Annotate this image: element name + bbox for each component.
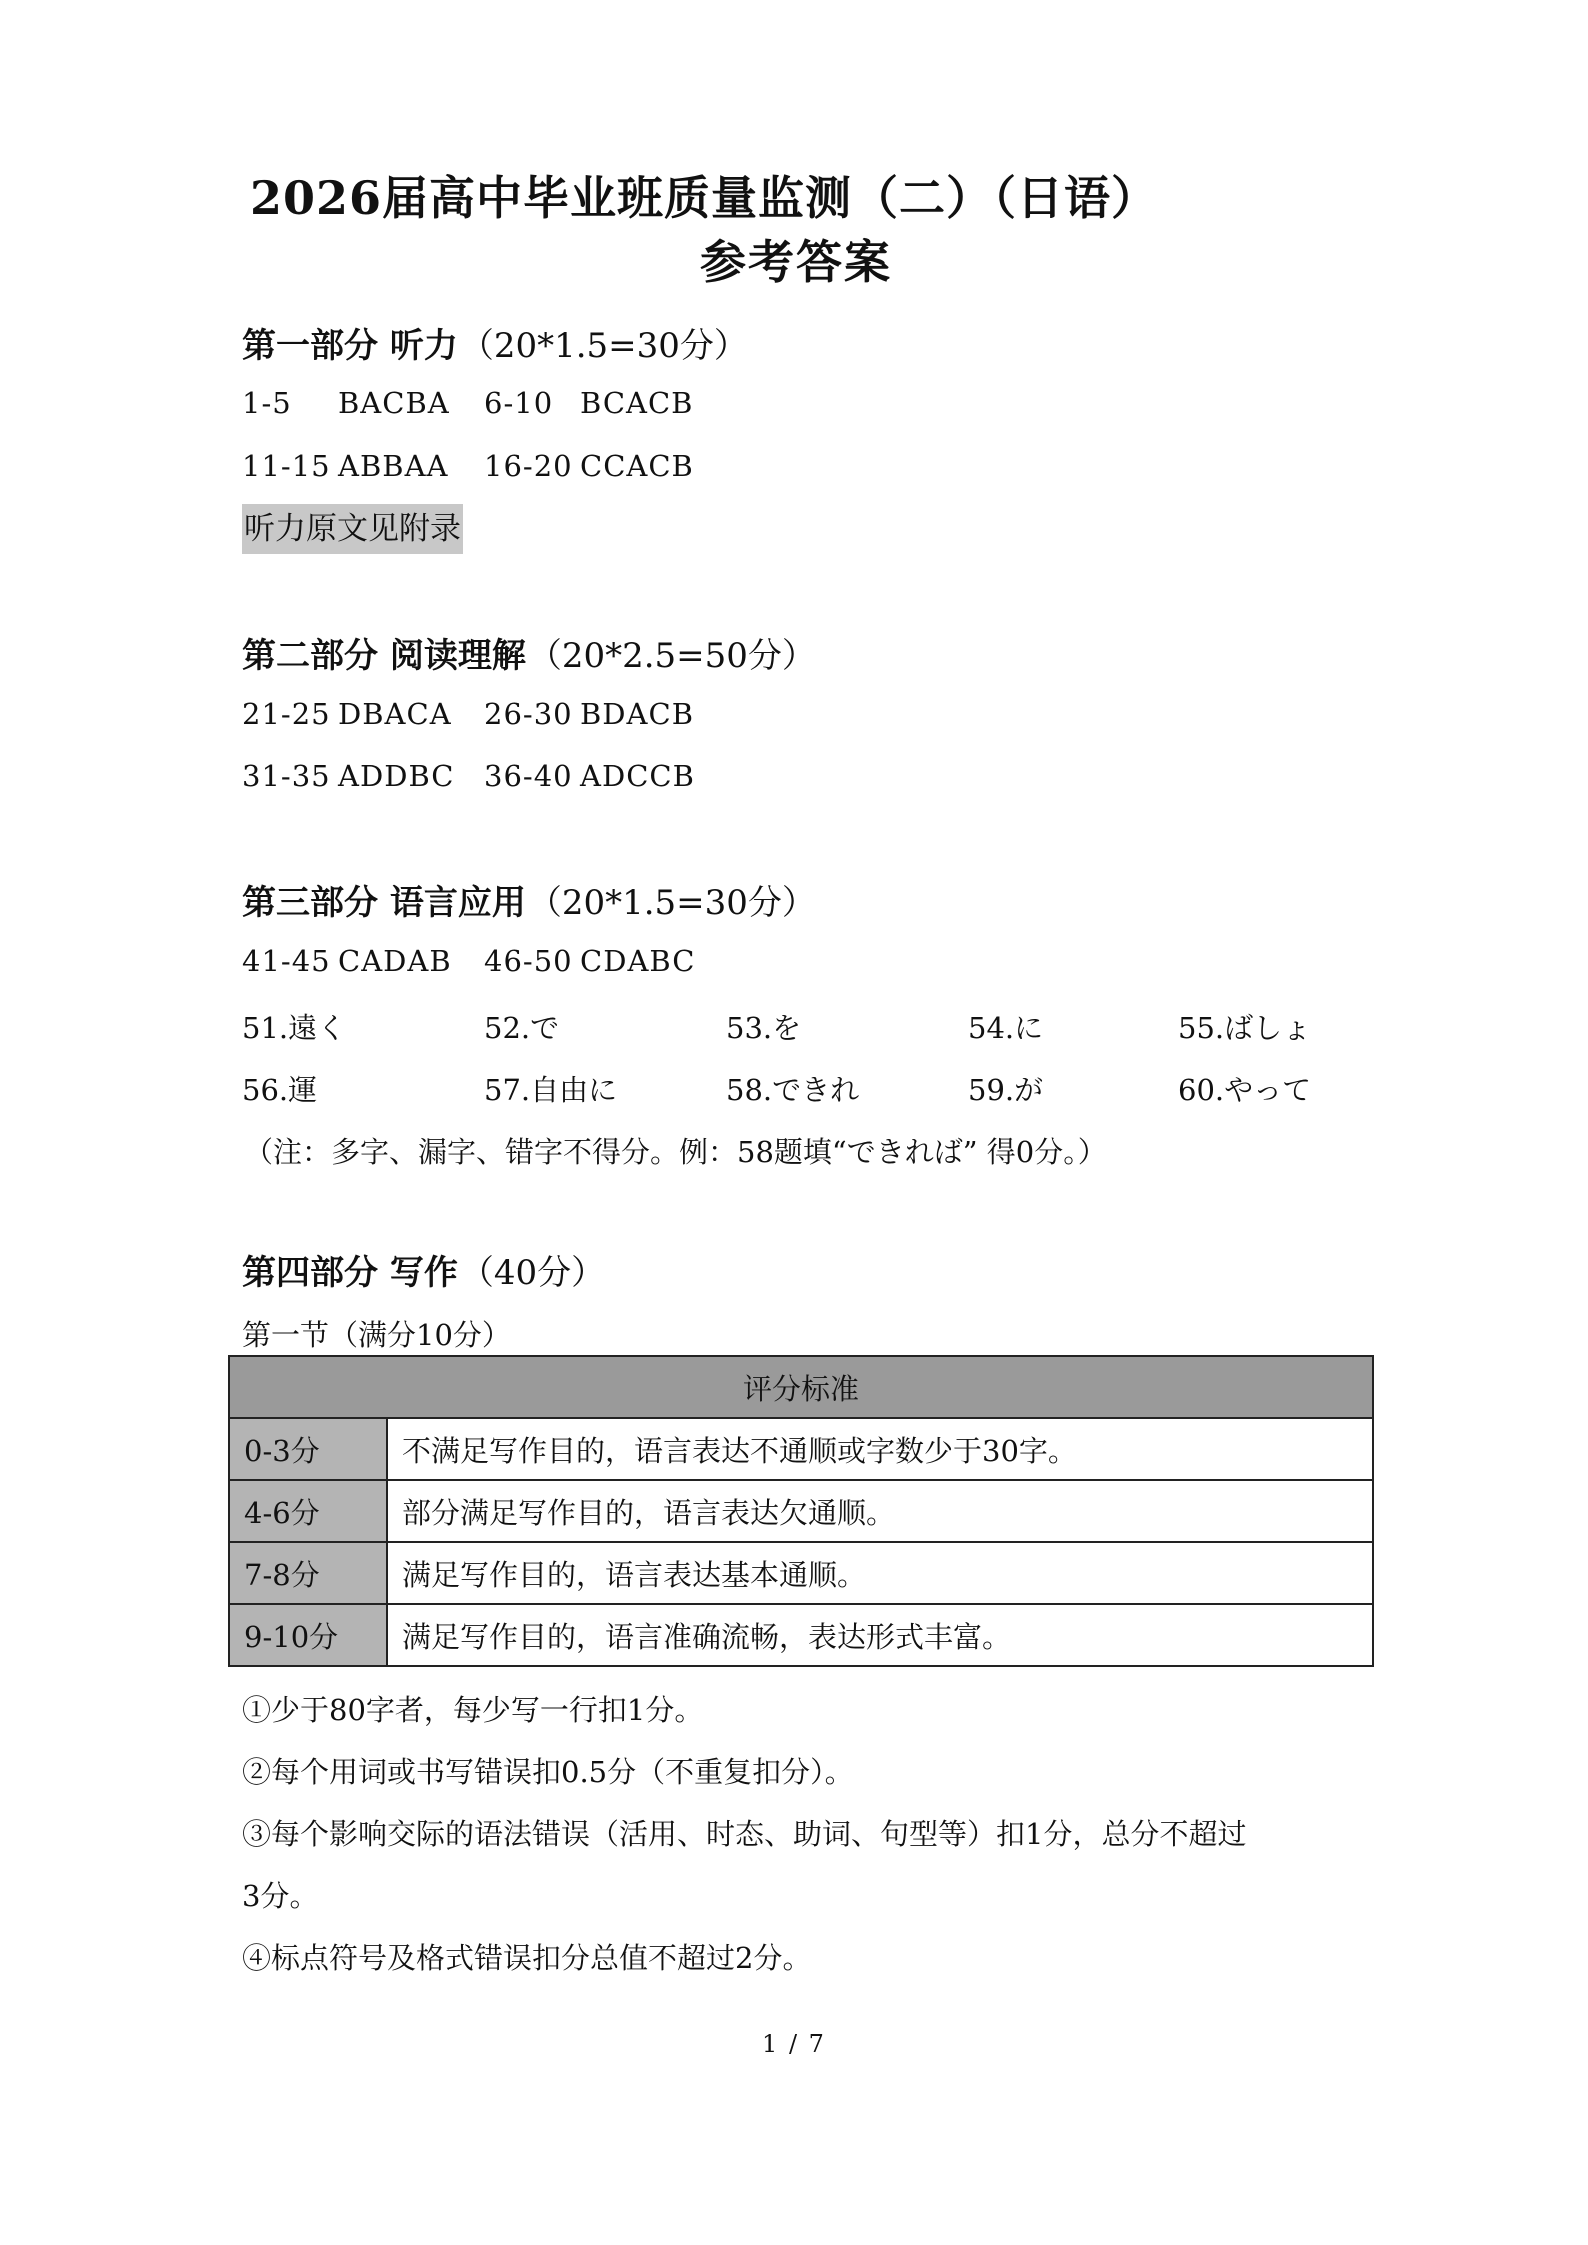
score-description: 满足写作目的，语言表达基本通顺。: [387, 1542, 1373, 1604]
score-description: 部分满足写作目的，语言表达欠通顺。: [387, 1480, 1373, 1542]
part1-answer: BACBA: [338, 386, 450, 420]
part2-answer-range: 31-35: [242, 759, 331, 793]
part4-heading: [242, 1245, 605, 1294]
part3-heading: [242, 875, 816, 924]
part2-answer: BDACB: [580, 697, 695, 731]
score-description: 不满足写作目的，语言表达不通顺或字数少于30字。: [387, 1418, 1373, 1480]
fill-answer: 54.に: [968, 1011, 1044, 1045]
part3-title: 第三部分 语言应用: [242, 883, 526, 923]
part1-answer-range: 6-10: [484, 386, 554, 420]
part1-answer: CCACB: [580, 449, 694, 483]
deduction-rule: ①少于80字者，每少写一行扣1分。: [242, 1693, 704, 1727]
deduction-rule: ③每个影响交际的语法错误（活用、时态、助词、句型等）扣1分，总分不超过: [242, 1817, 1247, 1851]
part3-answer-range: 41-45: [242, 944, 331, 978]
score-level: 7-8分: [229, 1542, 387, 1604]
part2-answer: ADDBC: [338, 759, 455, 793]
part2-answer-range: 21-25: [242, 697, 331, 731]
part2-answer-range: 36-40: [484, 759, 573, 793]
part2-heading: [242, 628, 816, 677]
fill-answer: 57.自由に: [484, 1073, 618, 1107]
part4-section1: 第一节（满分10分）: [242, 1318, 511, 1352]
part1-answer-range: 1-5: [242, 386, 292, 420]
score-level: 4-6分: [229, 1480, 387, 1542]
part3-score: （20*1.5=30分）: [527, 883, 816, 923]
part1-title: 第一部分 听力: [242, 326, 458, 366]
exam-title: 2026届高中毕业班质量监测（二）（日语）: [250, 171, 1159, 225]
part3-note: （注：多字、漏字、错字不得分。例：58题填“できれば” 得0分。）: [244, 1135, 1107, 1169]
table-row: [229, 1604, 1373, 1666]
fill-answer: 56.運: [242, 1073, 318, 1107]
score-level: 0-3分: [229, 1418, 387, 1480]
page-number: 1 / 7: [762, 2030, 826, 2058]
part3-answer-range: 46-50: [484, 944, 573, 978]
listening-appendix-note: 听力原文见附录: [242, 504, 463, 554]
part4-title: 第四部分 写作: [242, 1253, 458, 1293]
part3-answer: CADAB: [338, 944, 452, 978]
fill-answer: 52.で: [484, 1011, 560, 1045]
table-header-row: [229, 1356, 1373, 1418]
part3-answer: CDABC: [580, 944, 696, 978]
fill-answer: 58.できれ: [726, 1073, 860, 1107]
score-level: 9-10分: [229, 1604, 387, 1666]
scoring-criteria-table: [228, 1355, 1374, 1667]
part2-answer: DBACA: [338, 697, 452, 731]
table-row: [229, 1418, 1373, 1480]
table-row: [229, 1480, 1373, 1542]
fill-answer: 55.ばしょ: [1178, 1011, 1312, 1045]
part2-answer-range: 26-30: [484, 697, 573, 731]
part1-score: （20*1.5=30分）: [459, 326, 748, 366]
part1-answer-range: 16-20: [484, 449, 573, 483]
fill-answer: 53.を: [726, 1011, 802, 1045]
deduction-rule: ②每个用词或书写错误扣0.5分（不重复扣分）。: [242, 1755, 854, 1789]
part2-title: 第二部分 阅读理解: [242, 636, 526, 676]
answer-key-title: 参考答案: [700, 235, 892, 289]
table-row: [229, 1542, 1373, 1604]
deduction-rule: ④标点符号及格式错误扣分总值不超过2分。: [242, 1941, 812, 1975]
part2-answer: ADCCB: [580, 759, 695, 793]
table-header: 评分标准: [229, 1356, 1373, 1418]
fill-answer: 59.が: [968, 1073, 1044, 1107]
part2-score: （20*2.5=50分）: [527, 636, 816, 676]
deduction-rule: 3分。: [242, 1879, 319, 1913]
part1-answer: BCACB: [580, 386, 694, 420]
fill-answer: 51.遠く: [242, 1011, 347, 1045]
score-description: 满足写作目的，语言准确流畅，表达形式丰富。: [387, 1604, 1373, 1666]
part1-answer-range: 11-15: [242, 449, 331, 483]
part1-answer: ABBAA: [338, 449, 449, 483]
part4-score: （40分）: [459, 1253, 606, 1293]
fill-answer: 60.やって: [1178, 1073, 1312, 1107]
part1-heading: [242, 318, 748, 367]
